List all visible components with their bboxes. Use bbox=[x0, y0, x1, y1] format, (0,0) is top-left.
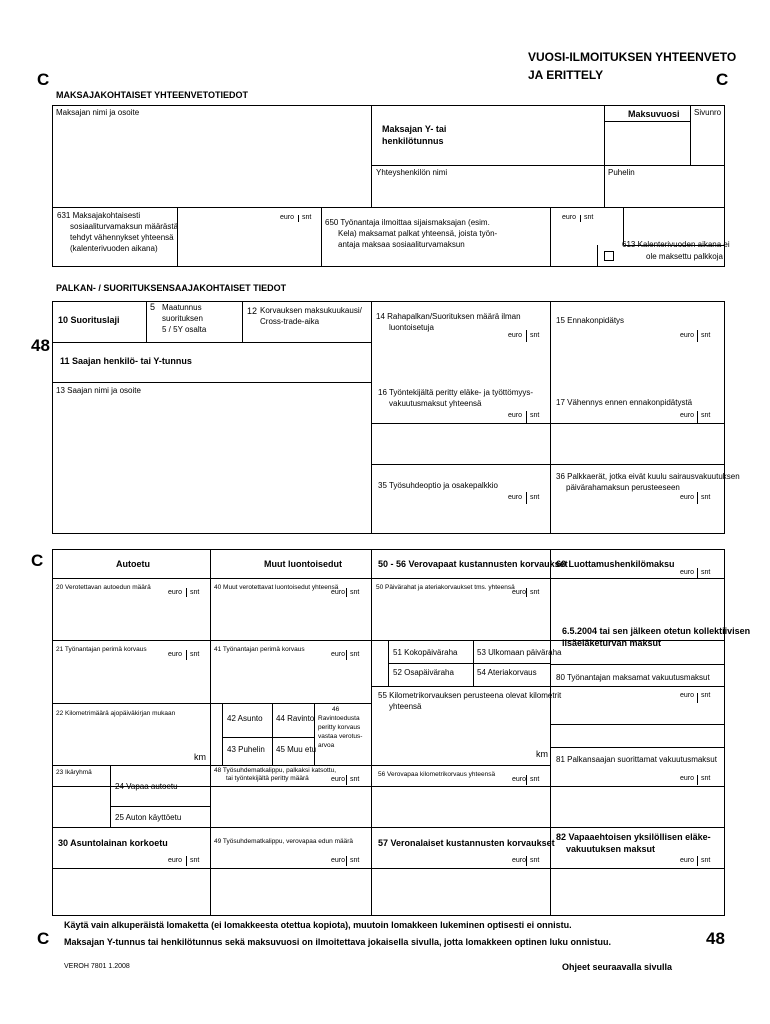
benefits-box-outline bbox=[53, 550, 725, 916]
f650-label-l2: Kela) maksamat palkat yhteensä, joista työn- bbox=[338, 229, 498, 238]
f56-euro: euro bbox=[512, 776, 527, 783]
f82-euro: euro bbox=[680, 857, 695, 864]
f53-label: 53 Ulkomaan päiväraha bbox=[477, 648, 562, 657]
form-title-line2: JA ERITTELY bbox=[528, 68, 604, 82]
continue-note: Ohjeet seuraavalla sivulla bbox=[562, 962, 673, 972]
f50-label: 50 Päivärahat ja ateriakorvaukset tms. yhteensä bbox=[376, 584, 515, 591]
f650-snt: snt bbox=[584, 214, 594, 221]
income-box-outline bbox=[53, 302, 725, 534]
f46-label-l2: peritty korvaus bbox=[318, 724, 361, 731]
f5-number: 5 bbox=[150, 302, 156, 312]
f82-label-l1: 82 Vapaaehtoisen yksilöllisen eläke- bbox=[556, 832, 711, 842]
payer-id-label-l2: henkilötunnus bbox=[382, 136, 444, 146]
f15-snt: snt bbox=[701, 332, 711, 339]
phone-label: Puhelin bbox=[608, 168, 635, 177]
section-income-heading: PALKAN- / SUORITUKSENSAAJAKOHTAISET TIEDOT bbox=[56, 283, 287, 293]
f15-euro: euro bbox=[680, 332, 695, 339]
f40-label: 40 Muut verotettavat luontoisedut yhteensä bbox=[214, 584, 339, 591]
f14-euro: euro bbox=[508, 332, 523, 339]
f613-label-l1: 613 Kalenterivuoden aikana ei bbox=[622, 240, 730, 249]
collective-pension-heading-l2: lisäeläketurvan maksut bbox=[562, 638, 662, 648]
f40-euro: euro bbox=[331, 589, 346, 596]
f48-label-l2: tai työntekijältä peritty määrä bbox=[226, 775, 309, 782]
f631-label-l3: tehdyt vähennykset yhteensä bbox=[70, 233, 174, 242]
f5-label-l3: 5 / 5Y osalta bbox=[162, 325, 207, 334]
col-50-56: 50 - 56 Verovapaat kustannusten korvaukset bbox=[378, 559, 568, 569]
col-car-benefit: Autoetu bbox=[116, 559, 150, 569]
f631-label-l4: (kalenterivuoden aikana) bbox=[70, 244, 158, 253]
payer-name-address-label: Maksajan nimi ja osoite bbox=[56, 108, 140, 117]
f55-label-l2: yhteensä bbox=[389, 702, 422, 711]
f11-label: 11 Saajan henkilö- tai Y-tunnus bbox=[60, 356, 192, 366]
f15-label: 15 Ennakonpidätys bbox=[556, 316, 625, 325]
f49-euro: euro bbox=[331, 857, 346, 864]
col-other-benefits: Muut luontoisedut bbox=[264, 559, 342, 569]
f81-euro: euro bbox=[680, 775, 695, 782]
f25-label: 25 Auton käyttöetu bbox=[115, 813, 182, 822]
f50-euro: euro bbox=[512, 589, 527, 596]
f40-snt: snt bbox=[350, 589, 360, 596]
f51-label: 51 Kokopäiväraha bbox=[393, 648, 458, 657]
f16-label-l2: vakuutusmaksut yhteensä bbox=[389, 399, 482, 408]
f12-number: 12 bbox=[247, 306, 258, 316]
footer-corner-c: C bbox=[37, 929, 50, 948]
f82-label-l2: vakuutuksen maksut bbox=[566, 844, 656, 854]
f21-label: 21 Työnantajan perimä korvaus bbox=[56, 646, 147, 653]
f5-label-l1: Maatunnus bbox=[162, 303, 202, 312]
f60-euro: euro bbox=[680, 569, 695, 576]
f30-euro: euro bbox=[168, 857, 183, 864]
f52-label: 52 Osapäiväraha bbox=[393, 668, 454, 677]
f23-label: 23 Ikäryhmä bbox=[56, 769, 92, 776]
f57-label: 57 Veronalaiset kustannusten korvaukset bbox=[378, 838, 555, 848]
f650-label-l3: antaja maksaa sosiaaliturvamaksun bbox=[338, 240, 465, 249]
f49-label: 49 Työsuhdematkalippu, verovapaa edun määrä bbox=[214, 838, 354, 845]
f12-label-l2: Cross-trade-aika bbox=[260, 317, 320, 326]
f631-snt: snt bbox=[302, 214, 312, 221]
f10-label: 10 Suorituslaji bbox=[58, 315, 120, 325]
f17-label: 17 Vähennys ennen ennakonpidätystä bbox=[556, 398, 693, 407]
f5-label-l2: suorituksen bbox=[162, 314, 203, 323]
f54-label: 54 Ateriakorvaus bbox=[477, 668, 537, 677]
f631-label-l1: 631 Maksajakohtaisesti bbox=[57, 211, 141, 220]
f46-label-l1: Ravintoedusta bbox=[318, 715, 360, 722]
footer-note-l2: Maksajan Y-tunnus tai henkilötunnus sekä maksuvuosi on ilmoitettava jokaisella sivulla, jotta lomakkeen optinen luku onnistuu. bbox=[64, 937, 611, 947]
f80-snt: snt bbox=[701, 692, 711, 699]
form-code: VEROH 7801 1.2008 bbox=[64, 963, 130, 970]
f20-label: 20 Verotettavan autoedun määrä bbox=[56, 584, 151, 591]
f631-euro: euro bbox=[280, 214, 295, 221]
f46-label-l3: vastaa verotus- bbox=[318, 733, 363, 740]
f46-label-l4: arvoa bbox=[318, 742, 335, 749]
f41-label: 41 Työnantajan perimä korvaus bbox=[214, 646, 305, 653]
contact-name-label: Yhteyshenkilön nimi bbox=[376, 168, 448, 177]
footer-note-l1: Käytä vain alkuperäistä lomaketta (ei lomakkeesta otettua kopiota), muutoin lomakkeen lukeminen optisesti ei onnistu. bbox=[64, 920, 572, 930]
col-60: 60 Luottamushenkilömaksu bbox=[556, 559, 675, 569]
f16-euro: euro bbox=[508, 412, 523, 419]
collective-pension-heading-l1: 6.5.2004 tai sen jälkeen otetun kollektiivisen bbox=[562, 626, 751, 636]
f24-label: 24 Vapaa autoetu bbox=[115, 782, 178, 791]
f45-label: 45 Muu etu bbox=[276, 745, 317, 754]
f21-snt: snt bbox=[190, 651, 200, 658]
f44-label: 44 Ravinto bbox=[276, 714, 315, 723]
f17-snt: snt bbox=[701, 412, 711, 419]
left-marker-48: 48 bbox=[31, 336, 50, 355]
f16-label-l1: 16 Työntekijältä peritty eläke- ja työttömyys- bbox=[378, 388, 534, 397]
f81-snt: snt bbox=[701, 775, 711, 782]
f12-label-l1: Korvauksen maksukuukausi/ bbox=[260, 306, 362, 315]
left-marker-c: C bbox=[31, 551, 44, 570]
f30-snt: snt bbox=[190, 857, 200, 864]
f49-snt: snt bbox=[350, 857, 360, 864]
f80-euro: euro bbox=[680, 692, 695, 699]
page-number-label: Sivunro bbox=[694, 108, 722, 117]
f613-label-l2: ole maksettu palkkoja bbox=[646, 252, 723, 261]
f14-label-l1: 14 Rahapalkan/Suorituksen määrä ilman bbox=[376, 312, 521, 321]
f55-km-unit: km bbox=[536, 749, 548, 759]
f48-label-l1: 48 Työsuhdematkalippu, palkaksi katsottu, bbox=[214, 767, 337, 774]
f43-label: 43 Puhelin bbox=[227, 745, 265, 754]
f80-label: 80 Työnantajan maksamat vakuutusmaksut bbox=[556, 673, 710, 682]
f35-snt: snt bbox=[530, 494, 540, 501]
f22-label: 22 Kilometrimäärä ajopäiväkirjan mukaan bbox=[56, 710, 176, 717]
f36-euro: euro bbox=[680, 494, 695, 501]
f613-checkbox[interactable] bbox=[604, 251, 614, 261]
f56-label: 56 Verovapaa kilometrikorvaus yhteensä bbox=[378, 771, 496, 778]
corner-mark-left: C bbox=[37, 70, 50, 89]
f36-snt: snt bbox=[701, 494, 711, 501]
f50-snt: snt bbox=[530, 589, 540, 596]
f13-label: 13 Saajan nimi ja osoite bbox=[56, 386, 141, 395]
f35-euro: euro bbox=[508, 494, 523, 501]
f41-snt: snt bbox=[350, 651, 360, 658]
f20-snt: snt bbox=[190, 589, 200, 596]
f36-label-l1: 36 Palkkaerät, jotka eivät kuulu sairausvakuutuksen bbox=[556, 472, 740, 481]
f650-label-l1: 650 Työnantaja ilmoittaa sijaismaksajan (esim. bbox=[325, 218, 490, 227]
section-payer-heading: MAKSAJAKOHTAISET YHTEENVETOTIEDOT bbox=[56, 90, 249, 100]
f20-euro: euro bbox=[168, 589, 183, 596]
corner-mark-right: C bbox=[716, 70, 729, 89]
f60-snt: snt bbox=[701, 569, 711, 576]
f48-euro: euro bbox=[331, 776, 346, 783]
f41-euro: euro bbox=[331, 651, 346, 658]
f57-snt: snt bbox=[530, 857, 540, 864]
f14-snt: snt bbox=[530, 332, 540, 339]
f650-euro: euro bbox=[562, 214, 577, 221]
f36-label-l2: päivärahamaksun perusteeseen bbox=[566, 483, 680, 492]
form-title-line1: VUOSI-ILMOITUKSEN YHTEENVETO bbox=[528, 50, 737, 64]
payer-id-label-l1: Maksajan Y- tai bbox=[382, 124, 447, 134]
f82-snt: snt bbox=[701, 857, 711, 864]
f46-number: 46 bbox=[332, 706, 340, 713]
f57-euro: euro bbox=[512, 857, 527, 864]
f631-label-l2: sosiaaliturvamaksun määrästä bbox=[70, 222, 179, 231]
f81-label: 81 Palkansaajan suorittamat vakuutusmaksut bbox=[556, 755, 717, 764]
f21-euro: euro bbox=[168, 651, 183, 658]
f30-label: 30 Asuntolainan korkoetu bbox=[58, 838, 168, 848]
f42-label: 42 Asunto bbox=[227, 714, 263, 723]
f14-label-l2: luontoisetuja bbox=[389, 323, 434, 332]
f55-label-l1: 55 Kilometrikorvauksen perusteena olevat kilometrit bbox=[378, 691, 562, 700]
footer-marker-48: 48 bbox=[706, 929, 725, 948]
f35-label: 35 Työsuhdeoptio ja osakepalkkio bbox=[378, 481, 498, 490]
f48-snt: snt bbox=[350, 776, 360, 783]
payment-year-label: Maksuvuosi bbox=[628, 109, 680, 119]
f17-euro: euro bbox=[680, 412, 695, 419]
f16-snt: snt bbox=[530, 412, 540, 419]
f56-snt: snt bbox=[530, 776, 540, 783]
f22-km-unit: km bbox=[194, 752, 206, 762]
